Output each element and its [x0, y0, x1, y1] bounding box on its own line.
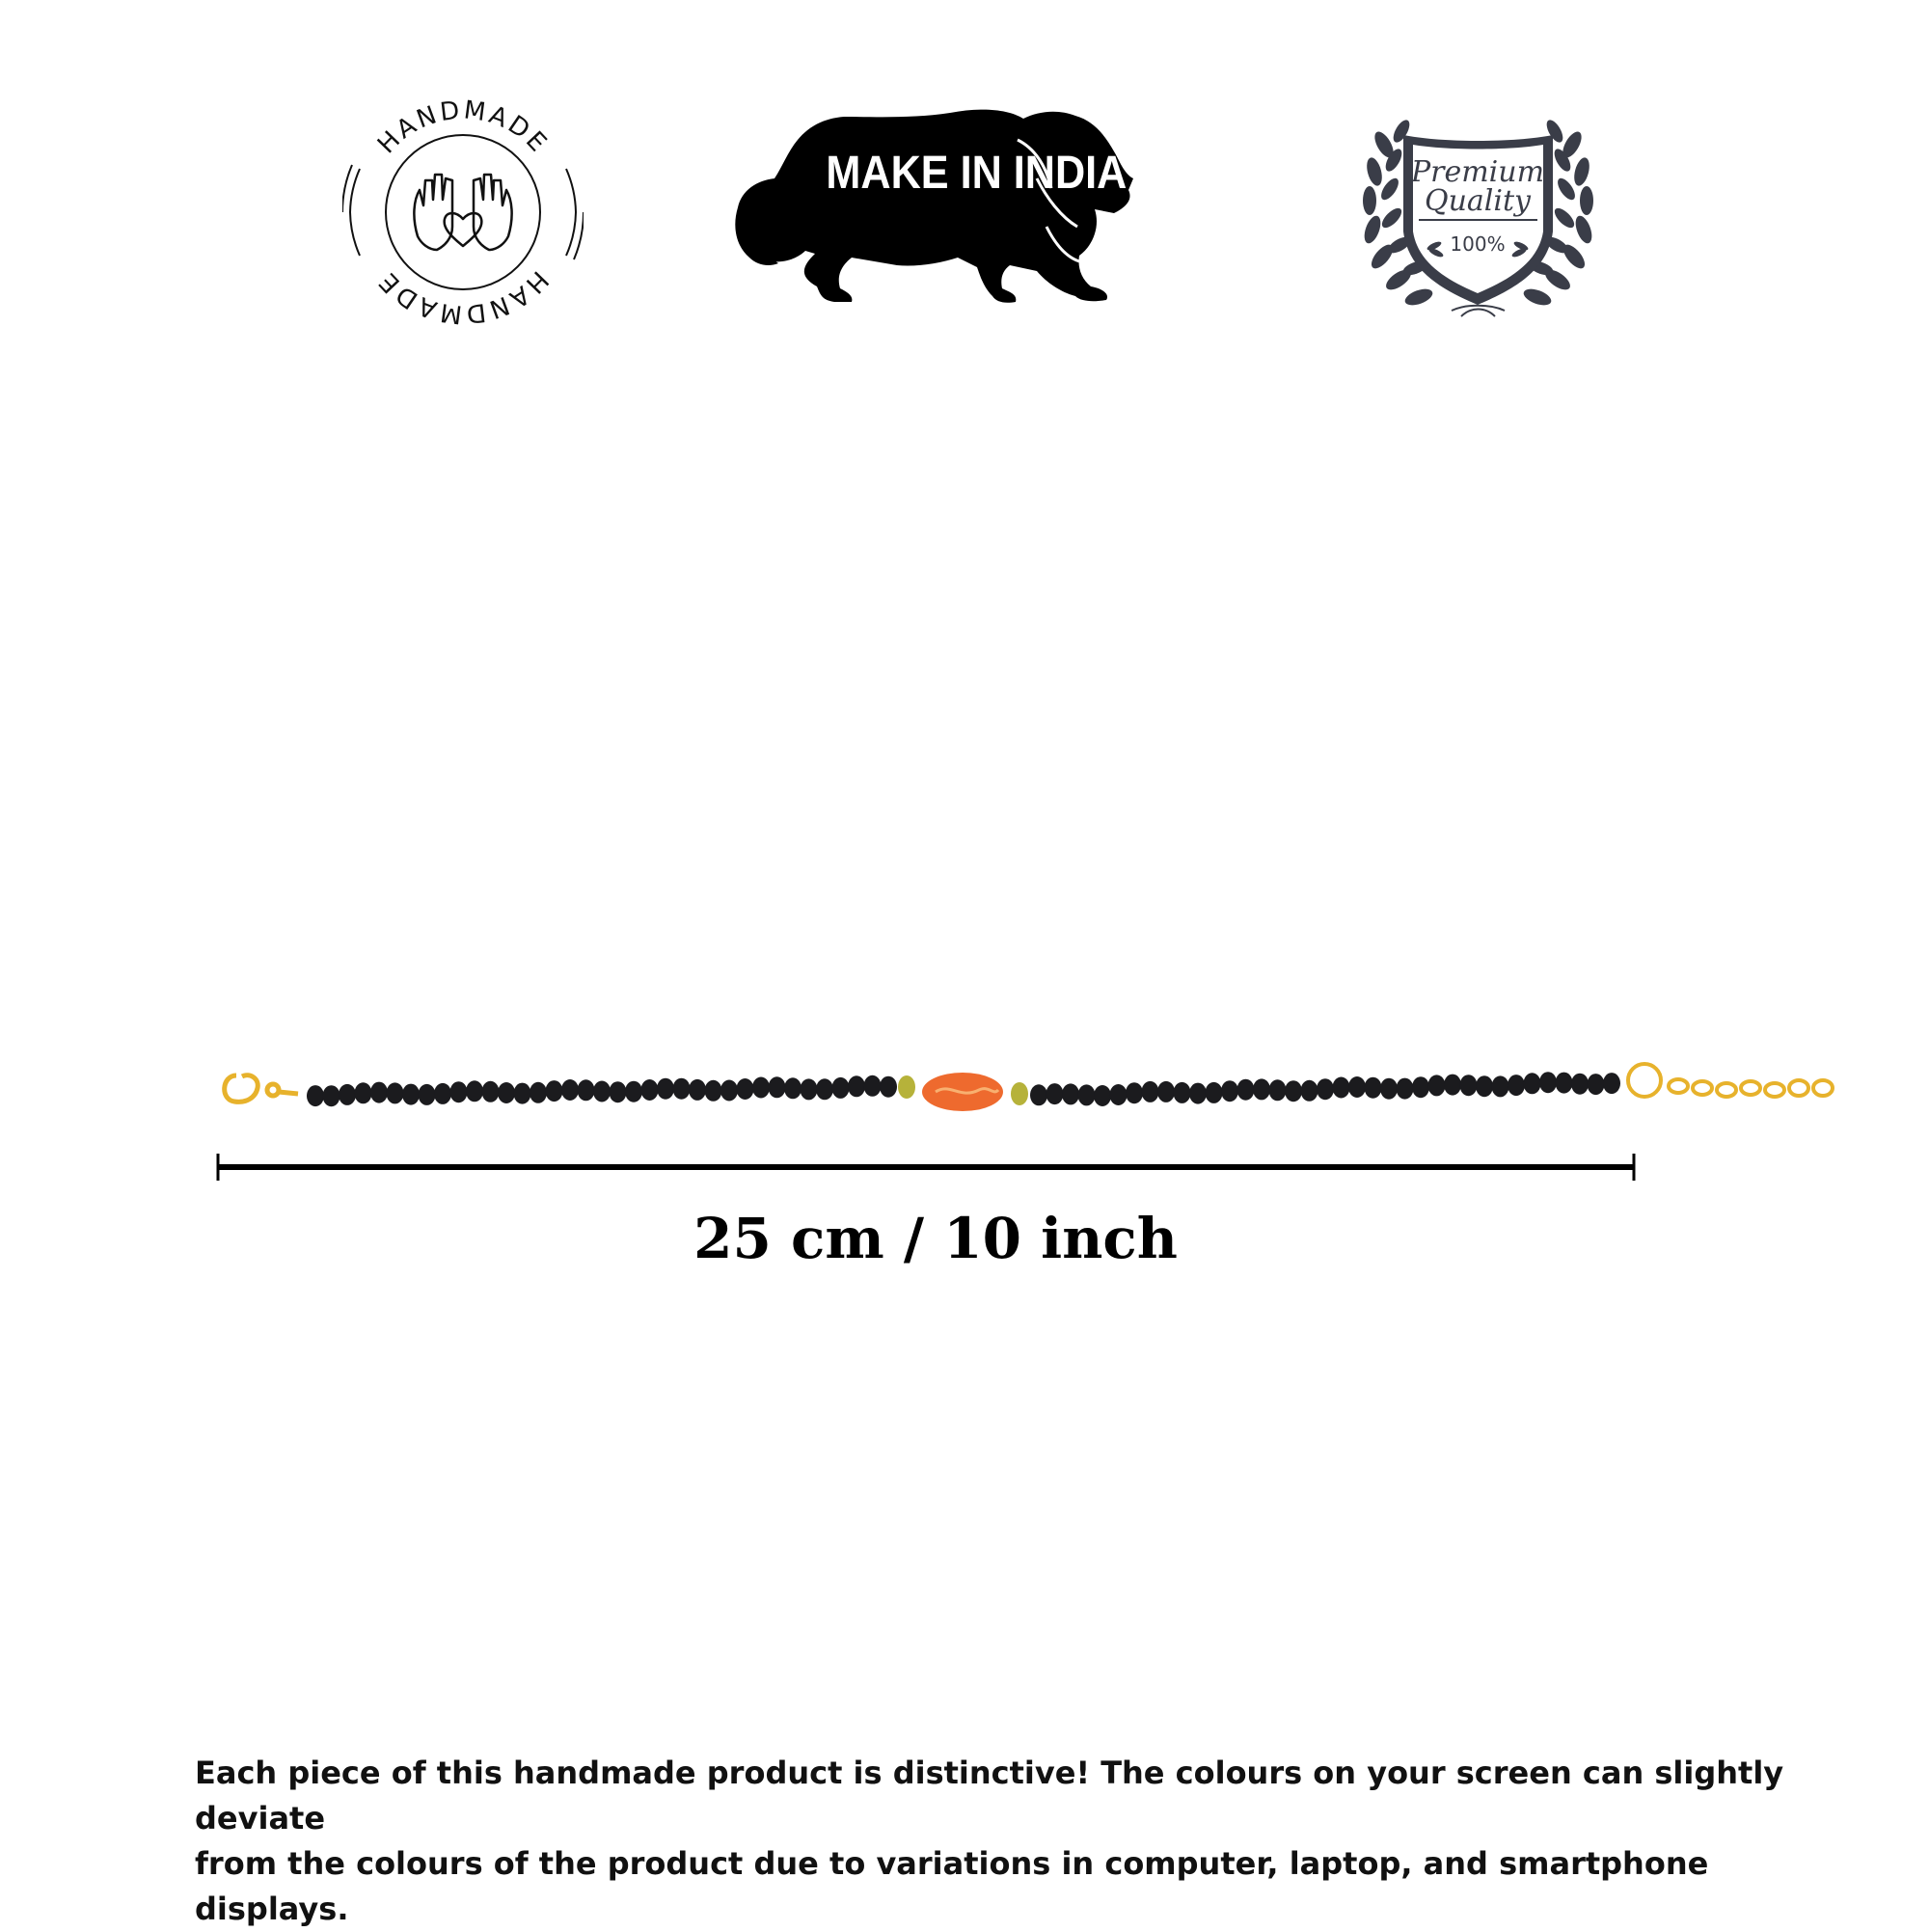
black-bead	[1237, 1079, 1255, 1101]
lion-icon	[735, 110, 1133, 303]
black-bead	[1142, 1081, 1159, 1102]
black-bead	[673, 1078, 691, 1100]
black-bead	[1157, 1081, 1175, 1102]
black-bead	[466, 1080, 483, 1102]
black-bead	[689, 1079, 706, 1101]
hands-heart-icon	[414, 175, 511, 250]
lobster-clasp-icon	[225, 1075, 298, 1102]
black-bead	[530, 1082, 547, 1103]
black-bead-strand-right	[1030, 1072, 1620, 1106]
handmade-ring-text-top: HANDMADE	[372, 95, 555, 160]
black-bead	[546, 1080, 563, 1102]
black-bead	[1174, 1082, 1191, 1103]
bracelet-image	[217, 1032, 1857, 1138]
black-bead	[1348, 1076, 1366, 1098]
black-bead	[1062, 1083, 1079, 1104]
black-bead	[1094, 1085, 1111, 1106]
black-bead	[880, 1076, 897, 1098]
black-bead	[1206, 1082, 1223, 1103]
extension-chain-icon	[1628, 1064, 1833, 1097]
black-bead	[1253, 1078, 1270, 1100]
black-bead	[1380, 1078, 1398, 1100]
black-bead	[323, 1085, 340, 1106]
black-bead	[1603, 1073, 1620, 1094]
black-bead	[705, 1080, 722, 1102]
black-bead	[1365, 1077, 1382, 1099]
black-bead	[1476, 1075, 1493, 1097]
handmade-ring-text-bottom: HANDMADE	[371, 264, 554, 329]
black-bead	[1110, 1084, 1128, 1105]
black-bead	[720, 1080, 738, 1102]
black-bead	[1221, 1080, 1238, 1102]
black-bead	[1317, 1078, 1334, 1100]
black-bead	[1571, 1074, 1589, 1095]
black-bead	[482, 1081, 500, 1102]
black-bead	[1397, 1078, 1414, 1100]
black-bead	[801, 1078, 818, 1100]
black-bead	[561, 1079, 579, 1101]
black-bead	[610, 1081, 627, 1102]
black-bead	[1412, 1076, 1429, 1098]
black-bead	[1524, 1073, 1541, 1094]
black-bead	[1030, 1084, 1047, 1105]
disclaimer-text	[195, 1751, 1834, 1932]
black-bead	[307, 1085, 324, 1106]
black-bead	[1046, 1083, 1064, 1104]
black-bead-strand-left	[307, 1075, 897, 1106]
disclaimer-line-2: from the colours of the product due to variations in computer, laptop, and smartphone displays.	[195, 1845, 1709, 1927]
black-bead	[848, 1075, 865, 1097]
spacer-bead-left	[898, 1075, 915, 1099]
black-bead	[578, 1079, 595, 1101]
black-bead	[370, 1082, 388, 1103]
premium-text: Premium	[1410, 155, 1545, 189]
black-bead	[1444, 1075, 1461, 1096]
make-in-india-text: MAKE IN INDIA	[826, 146, 1128, 199]
black-bead	[593, 1081, 611, 1102]
black-bead	[1508, 1075, 1525, 1096]
black-bead	[784, 1077, 801, 1099]
black-bead	[625, 1081, 642, 1102]
black-bead	[1428, 1075, 1446, 1096]
black-bead	[402, 1084, 420, 1105]
black-bead	[419, 1084, 436, 1105]
black-bead	[1539, 1072, 1557, 1093]
black-bead	[387, 1082, 404, 1103]
spacer-bead-right	[1011, 1082, 1028, 1105]
black-bead	[657, 1078, 674, 1100]
black-bead	[1588, 1074, 1605, 1095]
black-bead	[1269, 1079, 1287, 1101]
black-bead	[769, 1076, 786, 1098]
black-bead	[1301, 1080, 1318, 1102]
measurement-label: 25 cm / 10 inch	[693, 1206, 1178, 1271]
black-bead	[1492, 1075, 1509, 1097]
black-bead	[1078, 1084, 1096, 1105]
black-bead	[641, 1079, 659, 1101]
hundred-percent-text: 100%	[1450, 232, 1506, 256]
make-in-india-logo	[728, 82, 1220, 309]
black-bead	[864, 1075, 882, 1097]
length-measure-line	[212, 1138, 1640, 1196]
black-bead	[1556, 1073, 1573, 1094]
black-bead	[498, 1082, 515, 1103]
black-bead	[514, 1083, 531, 1104]
black-bead	[737, 1078, 754, 1100]
black-bead	[1126, 1082, 1143, 1103]
quality-text: Quality	[1425, 184, 1531, 218]
disclaimer-line-1: Each piece of this handmade product is distinctive! The colours on your screen can slightly deviate	[195, 1755, 1784, 1837]
premium-quality-seal	[1355, 87, 1601, 333]
black-bead	[1189, 1083, 1207, 1104]
black-bead	[1285, 1080, 1302, 1102]
black-bead	[450, 1081, 468, 1102]
black-bead	[816, 1078, 833, 1100]
black-bead	[355, 1082, 372, 1103]
black-bead	[832, 1077, 850, 1099]
black-bead	[434, 1083, 451, 1104]
black-bead	[339, 1084, 356, 1105]
black-bead	[1333, 1077, 1350, 1099]
black-bead	[752, 1077, 770, 1099]
black-bead	[1460, 1075, 1478, 1096]
handmade-stamp	[342, 92, 584, 333]
